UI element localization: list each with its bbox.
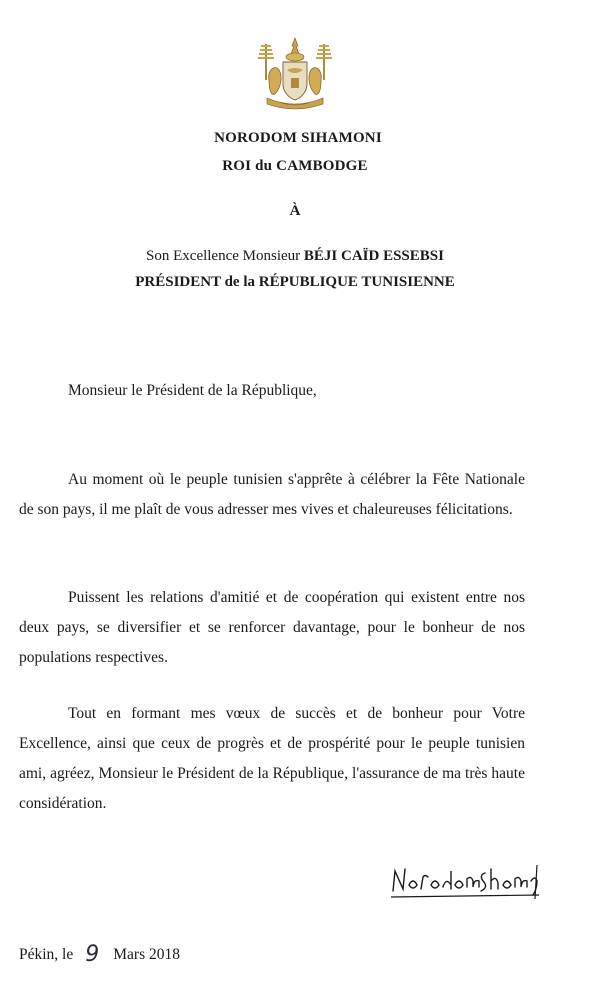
address-marker: À (289, 203, 301, 219)
paragraph-3: Tout en formant mes vœux de succès et de bonheur pour Votre Excellence, ainsi que ceux de progrès et de prospérité pour le peuple tunisien ami, agréez, Monsieur le Président de la République, l'assurance de ma très haute considération. (19, 705, 525, 812)
date-month-year: Mars 2018 (113, 946, 180, 963)
paragraph-2: Puissent les relations d'amitié et de coopération qui existent entre nos deux pays, se diversifier et se renforcer davantage, pour le bonheur de nos populations respectives. (19, 589, 525, 666)
sender-name: NORODOM SIHAMONI (214, 130, 382, 146)
paragraph-1: Au moment où le peuple tunisien s'apprête à célébrer la Fête Nationale de son pays, il me plaît de vous adresser mes vives et chaleureuses félicitations. (19, 471, 525, 518)
sender-block (0, 126, 590, 178)
recipient-line (0, 244, 590, 268)
recipient-name: BÉJI CAÏD ESSEBSI (303, 248, 444, 264)
sender-title: ROI du CAMBODGE (222, 158, 368, 174)
royal-coat-of-arms-icon (245, 36, 345, 114)
date-place: Pékin, le (19, 946, 74, 963)
handwritten-signature (385, 855, 545, 905)
recipient-block (0, 244, 590, 294)
dateline (19, 940, 180, 965)
date-day: 9 (85, 942, 100, 967)
salutation: Monsieur le Président de la République, (68, 382, 317, 399)
recipient-prefix: Son Excellence Monsieur (146, 248, 301, 264)
recipient-title: PRÉSIDENT de la RÉPUBLIQUE TUNISIENNE (135, 274, 455, 290)
